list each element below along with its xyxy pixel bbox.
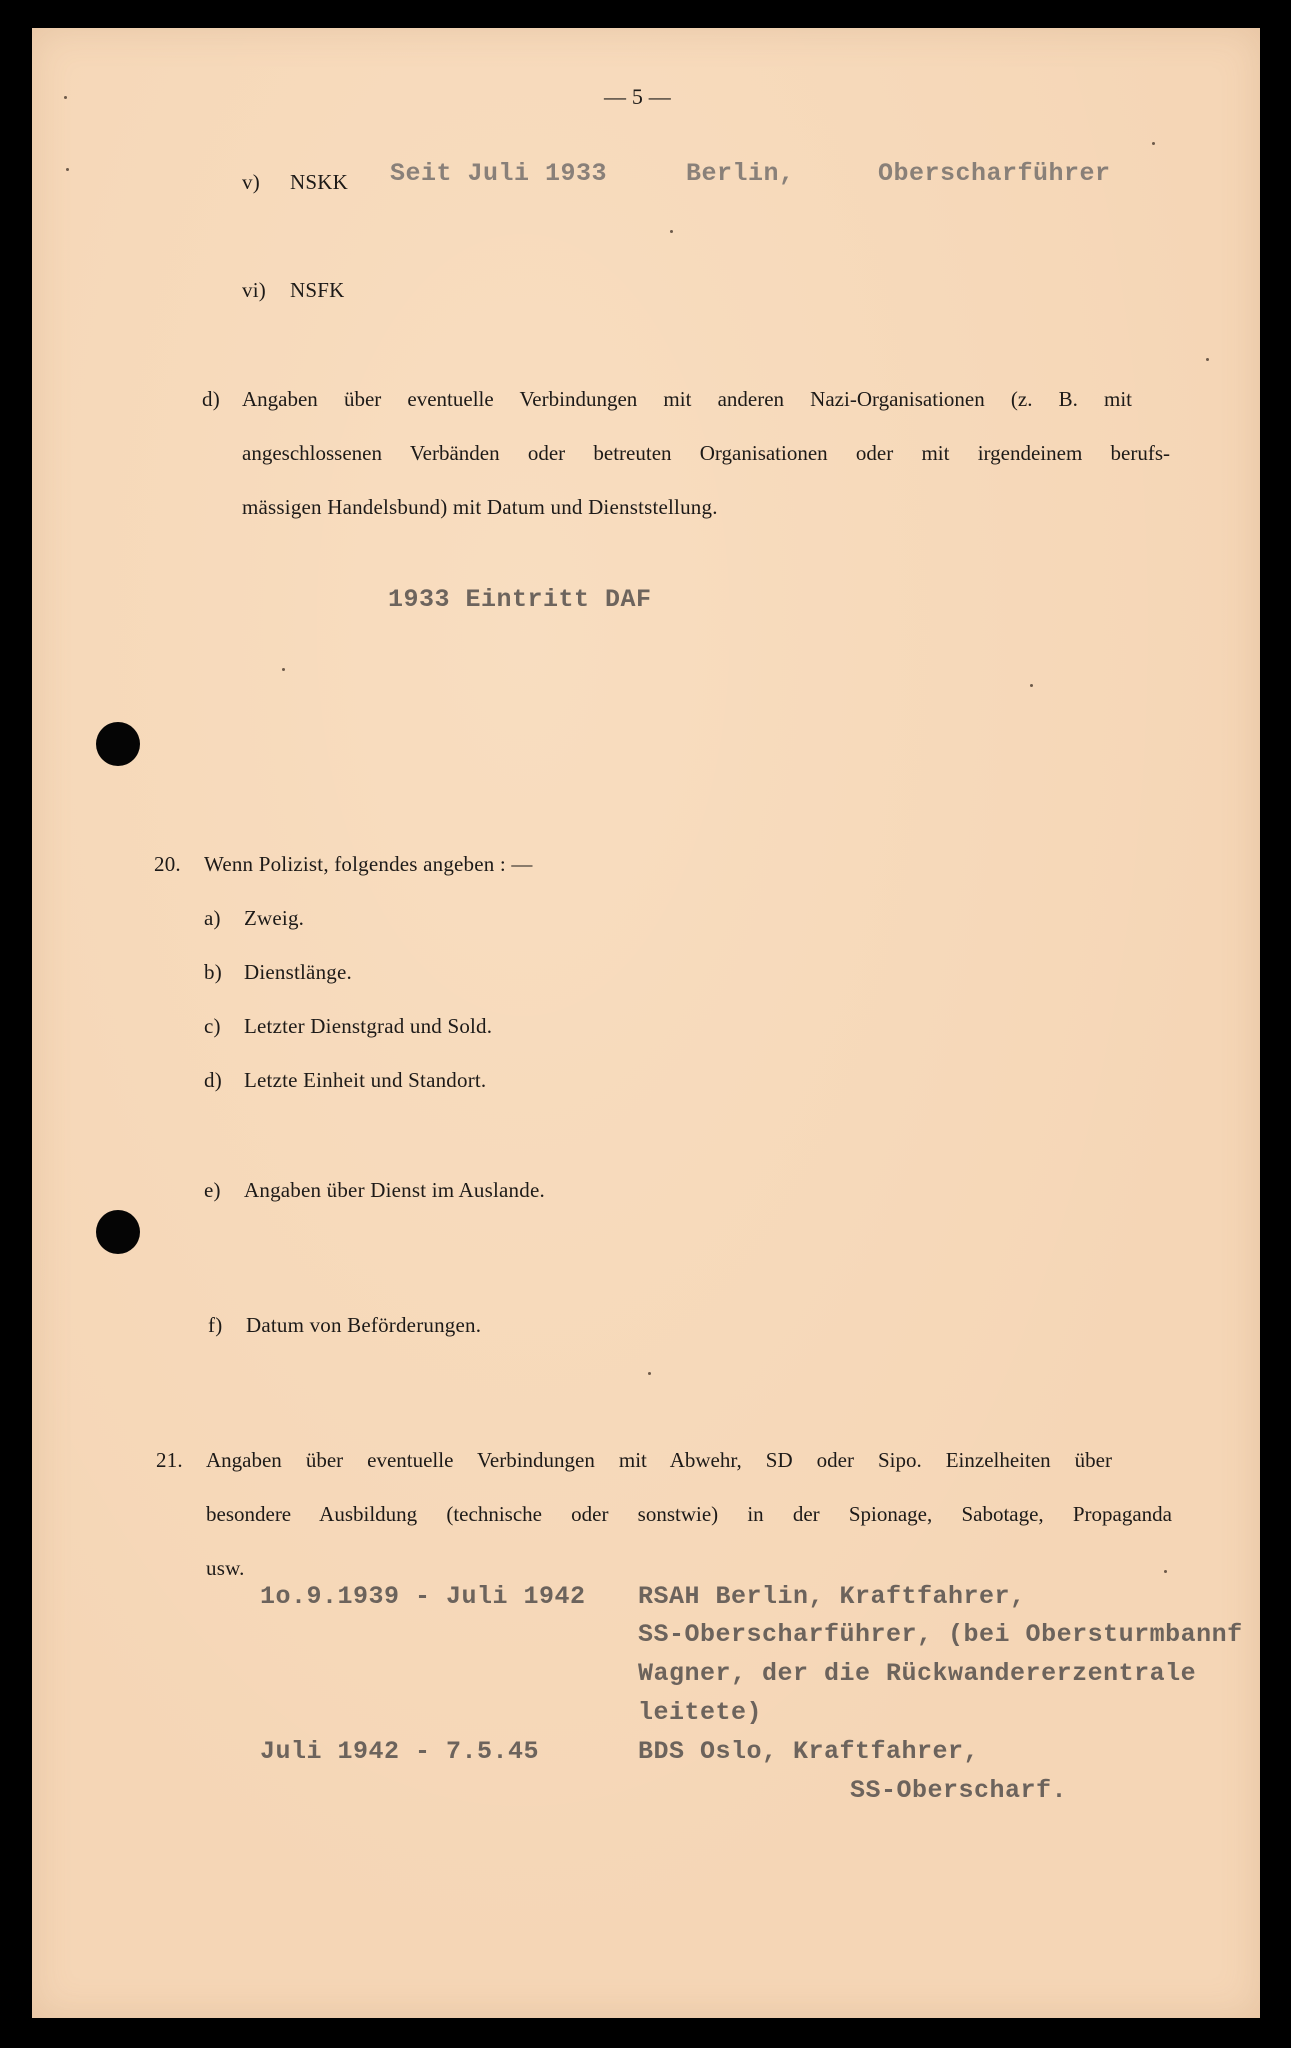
item-d-label: d) (202, 387, 220, 411)
paper-speck (1152, 142, 1155, 145)
q20-e-label: e) (204, 1178, 221, 1202)
q20-a-label: a) (204, 906, 221, 930)
paper-speck (66, 168, 69, 171)
paper-speck (64, 96, 67, 99)
q21-line3: usw. (206, 1556, 245, 1580)
paper-speck (648, 1372, 651, 1375)
paper-speck (1030, 684, 1033, 687)
q20-d-label: d) (204, 1068, 222, 1092)
q21-line2: besondere Ausbildung (technische oder sonstwie) in der Spionage, Sabotage, Propaganda (206, 1502, 1172, 1526)
q20-c-text: Letzter Dienstgrad und Sold. (244, 1014, 493, 1038)
q21-entry1-line2: SS-Oberscharführer, (bei Obersturmbannf (638, 1620, 1243, 1649)
page-number: — 5 — (604, 84, 671, 109)
q21-entry2-line2: SS-Oberscharf. (850, 1776, 1068, 1805)
q21-number: 21. (156, 1448, 183, 1472)
q20-f-label: f) (208, 1313, 223, 1337)
item-v-since: Seit Juli 1933 (390, 159, 608, 188)
q21-entry1-line1: RSAH Berlin, Kraftfahrer, (638, 1582, 1026, 1611)
item-v-rank: Oberscharführer (878, 159, 1111, 188)
q20-e-text: Angaben über Dienst im Auslande. (244, 1178, 545, 1202)
document-page (32, 28, 1260, 2018)
item-d-answer: 1933 Eintritt DAF (388, 585, 652, 614)
paper-speck (1164, 1570, 1167, 1573)
q20-a-text: Zweig. (244, 906, 305, 930)
q20-b-text: Dienstlänge. (244, 960, 352, 984)
q21-entry2-period: Juli 1942 - 7.5.45 (260, 1737, 540, 1766)
paper-speck (670, 230, 673, 233)
q20-number: 20. (154, 852, 181, 876)
item-vi-org: NSFK (290, 278, 345, 302)
item-v-label: v) (242, 170, 260, 194)
q20-f-text: Datum von Beförderungen. (246, 1313, 482, 1337)
punch-hole-bottom (96, 1210, 140, 1254)
q20-c-label: c) (204, 1014, 221, 1038)
q20-b-label: b) (204, 960, 222, 984)
q21-line1: Angaben über eventuelle Verbindungen mit Abwehr, SD oder Sipo. Einzelheiten über (206, 1448, 1112, 1472)
item-v-place: Berlin, (686, 159, 795, 188)
paper-speck (282, 668, 285, 671)
q21-entry1-line4: leitete) (638, 1698, 763, 1727)
paper-speck (1206, 358, 1209, 361)
item-d-line1: Angaben über eventuelle Verbindungen mit anderen Nazi-Organisationen (z. B. mit (242, 387, 1132, 411)
q21-entry1-line3: Wagner, der die Rückwandererzentrale (638, 1659, 1197, 1688)
q20-title: Wenn Polizist, folgendes angeben : — (204, 852, 533, 876)
item-v-org: NSKK (290, 170, 348, 194)
q21-entry1-period: 1o.9.1939 - Juli 1942 (260, 1582, 586, 1611)
q20-d-text: Letzte Einheit und Standort. (244, 1068, 487, 1092)
punch-hole-top (96, 722, 140, 766)
item-d-line2: angeschlossenen Verbänden oder betreuten Organisationen oder mit irgendeinem berufs- (242, 441, 1170, 465)
item-vi-label: vi) (242, 278, 266, 302)
item-d-line3: mässigen Handelsbund) mit Datum und Dienststellung. (242, 495, 718, 519)
q21-entry2-line1: BDS Oslo, Kraftfahrer, (638, 1737, 980, 1766)
